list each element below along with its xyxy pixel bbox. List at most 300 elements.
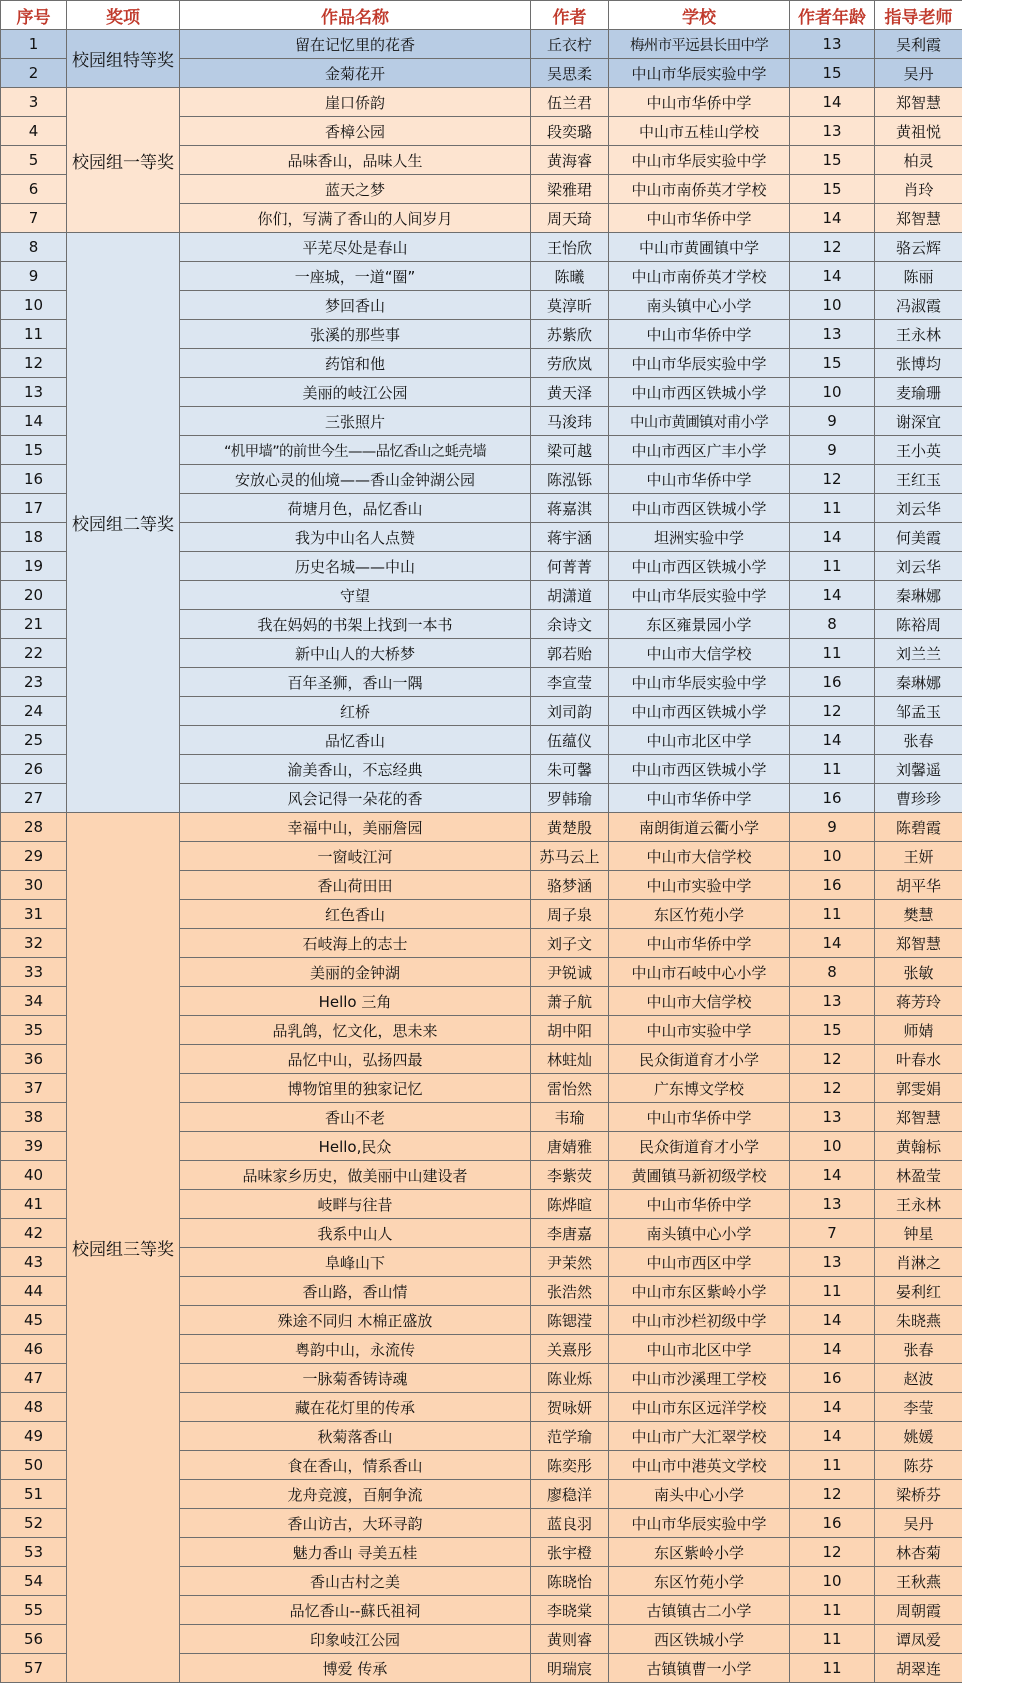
header-school: 学校 [609,1,790,30]
cell-title: 张溪的那些事 [180,320,531,349]
cell-author: 朱可馨 [531,755,609,784]
cell-no: 43 [1,1248,67,1277]
cell-teacher: 张敏 [875,958,963,987]
cell-author: 雷怡然 [531,1074,609,1103]
cell-teacher: 林杏菊 [875,1538,963,1567]
cell-title: 新中山人的大桥梦 [180,639,531,668]
cell-title: 香山不老 [180,1103,531,1132]
cell-school: 中山市五桂山学校 [609,117,790,146]
cell-school: 中山市华侨中学 [609,465,790,494]
cell-teacher: 郑智慧 [875,204,963,233]
cell-school: 广东博文学校 [609,1074,790,1103]
cell-no: 16 [1,465,67,494]
cell-title: 金菊花开 [180,59,531,88]
cell-teacher: 王永林 [875,320,963,349]
cell-age: 12 [790,233,875,262]
cell-no: 9 [1,262,67,291]
cell-title: 香山路，香山情 [180,1277,531,1306]
cell-teacher: 李莹 [875,1393,963,1422]
cell-school: 中山市实验中学 [609,1016,790,1045]
cell-age: 12 [790,1074,875,1103]
cell-age: 13 [790,320,875,349]
cell-teacher: 邹孟玉 [875,697,963,726]
cell-author: 苏马云上 [531,842,609,871]
cell-title: 红桥 [180,697,531,726]
cell-teacher: 王妍 [875,842,963,871]
cell-teacher: 林盈莹 [875,1161,963,1190]
cell-title: 博爱 传承 [180,1654,531,1683]
cell-school: 中山市大信学校 [609,987,790,1016]
cell-teacher: 王永林 [875,1190,963,1219]
cell-author: 丘衣柠 [531,30,609,59]
cell-author: 骆梦涵 [531,871,609,900]
cell-title: 我在妈妈的书架上找到一本书 [180,610,531,639]
cell-teacher: 师婧 [875,1016,963,1045]
cell-teacher: 吴丹 [875,1509,963,1538]
cell-teacher: 叶春水 [875,1045,963,1074]
cell-age: 10 [790,378,875,407]
cell-teacher: 樊慧 [875,900,963,929]
cell-age: 14 [790,726,875,755]
cell-teacher: 吴利霞 [875,30,963,59]
cell-title: 品味家乡历史，做美丽中山建设者 [180,1161,531,1190]
cell-school: 中山市西区铁城小学 [609,697,790,726]
cell-age: 16 [790,1509,875,1538]
cell-title: 一窗岐江河 [180,842,531,871]
cell-age: 11 [790,1625,875,1654]
table-row [1,813,963,842]
cell-age: 11 [790,552,875,581]
cell-author: 林蛀灿 [531,1045,609,1074]
cell-school: 中山市西区广丰小学 [609,436,790,465]
cell-author: 李宣莹 [531,668,609,697]
cell-author: 萧子航 [531,987,609,1016]
cell-teacher: 黄翰标 [875,1132,963,1161]
cell-no: 44 [1,1277,67,1306]
cell-school: 梅州市平远县长田中学 [609,30,790,59]
cell-school: 南头中心小学 [609,1480,790,1509]
cell-age: 9 [790,813,875,842]
cell-school: 东区雍景园小学 [609,610,790,639]
cell-author: 李紫荧 [531,1161,609,1190]
cell-author: 廖稳洋 [531,1480,609,1509]
cell-teacher: 何美霞 [875,523,963,552]
cell-school: 古镇镇曹一小学 [609,1654,790,1683]
cell-age: 7 [790,1219,875,1248]
cell-title: 药馆和他 [180,349,531,378]
cell-age: 13 [790,987,875,1016]
cell-no: 17 [1,494,67,523]
cell-school: 中山市华侨中学 [609,1103,790,1132]
cell-no: 6 [1,175,67,204]
cell-no: 10 [1,291,67,320]
cell-teacher: 王小英 [875,436,963,465]
cell-school: 东区竹苑小学 [609,900,790,929]
cell-author: 余诗文 [531,610,609,639]
cell-title: 红色香山 [180,900,531,929]
cell-teacher: 梁桥芬 [875,1480,963,1509]
cell-school: 中山市大信学校 [609,639,790,668]
cell-title: 品忆香山--蘇氏祖祠 [180,1596,531,1625]
cell-title: 龙舟竞渡，百舸争流 [180,1480,531,1509]
header-row [1,1,963,30]
cell-age: 15 [790,175,875,204]
cell-teacher: 吴丹 [875,59,963,88]
cell-teacher: 王秋燕 [875,1567,963,1596]
cell-author: 蒋嘉淇 [531,494,609,523]
cell-author: 苏紫欣 [531,320,609,349]
cell-no: 1 [1,30,67,59]
cell-title: 岐畔与往昔 [180,1190,531,1219]
cell-school: 东区紫岭小学 [609,1538,790,1567]
cell-school: 中山市实验中学 [609,871,790,900]
cell-teacher: 郑智慧 [875,88,963,117]
cell-no: 2 [1,59,67,88]
cell-age: 11 [790,755,875,784]
cell-school: 中山市大信学校 [609,842,790,871]
cell-author: 黄则睿 [531,1625,609,1654]
cell-teacher: 赵波 [875,1364,963,1393]
cell-school: 中山市华侨中学 [609,1190,790,1219]
cell-teacher: 麦瑜珊 [875,378,963,407]
cell-author: 陈业烁 [531,1364,609,1393]
cell-no: 8 [1,233,67,262]
cell-no: 54 [1,1567,67,1596]
cell-no: 47 [1,1364,67,1393]
cell-no: 18 [1,523,67,552]
cell-no: 25 [1,726,67,755]
cell-no: 41 [1,1190,67,1219]
cell-teacher: 黄祖悦 [875,117,963,146]
cell-author: 陈晓怡 [531,1567,609,1596]
cell-title: 藏在花灯里的传承 [180,1393,531,1422]
cell-title: Hello,民众 [180,1132,531,1161]
cell-school: 中山市西区铁城小学 [609,552,790,581]
cell-age: 9 [790,407,875,436]
cell-author: 张宇橙 [531,1538,609,1567]
cell-age: 15 [790,349,875,378]
cell-age: 11 [790,1596,875,1625]
cell-no: 26 [1,755,67,784]
cell-school: 中山市华辰实验中学 [609,1509,790,1538]
cell-teacher: 肖玲 [875,175,963,204]
cell-teacher: 柏灵 [875,146,963,175]
cell-title: 一脉菊香铸诗魂 [180,1364,531,1393]
blank-area [962,0,1033,1684]
header-age: 作者年龄 [790,1,875,30]
cell-author: 郭若贻 [531,639,609,668]
cell-age: 10 [790,291,875,320]
cell-school: 中山市华侨中学 [609,784,790,813]
cell-school: 坦洲实验中学 [609,523,790,552]
cell-title: 印象岐江公园 [180,1625,531,1654]
cell-no: 29 [1,842,67,871]
cell-no: 35 [1,1016,67,1045]
cell-teacher: 胡平华 [875,871,963,900]
cell-no: 33 [1,958,67,987]
table-row [1,88,963,117]
cell-author: 伍蕴仪 [531,726,609,755]
cell-age: 15 [790,1016,875,1045]
cell-title: 品忆香山 [180,726,531,755]
cell-age: 13 [790,1103,875,1132]
cell-author: 刘司韵 [531,697,609,726]
cell-no: 50 [1,1451,67,1480]
cell-author: 梁雅珺 [531,175,609,204]
cell-school: 中山市中港英文学校 [609,1451,790,1480]
cell-no: 46 [1,1335,67,1364]
header-title: 作品名称 [180,1,531,30]
cell-title: 美丽的金钟湖 [180,958,531,987]
cell-author: 关熹彤 [531,1335,609,1364]
cell-author: 周子泉 [531,900,609,929]
cell-no: 21 [1,610,67,639]
cell-author: 陈泓铄 [531,465,609,494]
cell-title: 秋菊落香山 [180,1422,531,1451]
cell-no: 56 [1,1625,67,1654]
cell-teacher: 郑智慧 [875,929,963,958]
cell-age: 14 [790,1335,875,1364]
cell-title: 渝美香山，不忘经典 [180,755,531,784]
cell-author: 胡潇道 [531,581,609,610]
cell-title: 品忆中山，弘扬四最 [180,1045,531,1074]
cell-no: 4 [1,117,67,146]
cell-teacher: 肖淋之 [875,1248,963,1277]
cell-title: 食在香山，情系香山 [180,1451,531,1480]
cell-age: 11 [790,900,875,929]
cell-author: 李晓棠 [531,1596,609,1625]
cell-author: 吴思柔 [531,59,609,88]
cell-title: 蓝天之梦 [180,175,531,204]
cell-title: 崖口侨韵 [180,88,531,117]
cell-teacher: 姚媛 [875,1422,963,1451]
cell-award-group: 校园组一等奖 [67,88,180,233]
cell-teacher: 陈碧霞 [875,813,963,842]
cell-school: 南头镇中心小学 [609,1219,790,1248]
cell-school: 黄圃镇马新初级学校 [609,1161,790,1190]
cell-author: 何菁菁 [531,552,609,581]
cell-teacher: 郑智慧 [875,1103,963,1132]
cell-teacher: 谭凤爱 [875,1625,963,1654]
cell-teacher: 钟星 [875,1219,963,1248]
cell-award-group: 校园组二等奖 [67,233,180,813]
cell-no: 27 [1,784,67,813]
cell-teacher: 刘云华 [875,552,963,581]
cell-title: 风会记得一朵花的香 [180,784,531,813]
cell-teacher: 骆云辉 [875,233,963,262]
cell-author: 马浚玮 [531,407,609,436]
cell-teacher: 冯淑霞 [875,291,963,320]
cell-school: 民众街道育才小学 [609,1132,790,1161]
cell-title: 你们，写满了香山的人间岁月 [180,204,531,233]
cell-author: 王怡欣 [531,233,609,262]
cell-age: 15 [790,146,875,175]
cell-age: 14 [790,204,875,233]
cell-school: 中山市北区中学 [609,726,790,755]
cell-author: 李唐嘉 [531,1219,609,1248]
cell-author: 伍兰君 [531,88,609,117]
cell-school: 东区竹苑小学 [609,1567,790,1596]
cell-school: 中山市南侨英才学校 [609,262,790,291]
cell-no: 22 [1,639,67,668]
cell-school: 中山市华侨中学 [609,204,790,233]
cell-no: 12 [1,349,67,378]
header-award: 奖项 [67,1,180,30]
cell-author: 黄天泽 [531,378,609,407]
cell-teacher: 张春 [875,726,963,755]
cell-age: 16 [790,668,875,697]
cell-school: 民众街道育才小学 [609,1045,790,1074]
cell-title: 香山古村之美 [180,1567,531,1596]
cell-school: 中山市西区中学 [609,1248,790,1277]
cell-title: 一座城，一道“圈” [180,262,531,291]
cell-title: 香樟公园 [180,117,531,146]
cell-title: 留在记忆里的花香 [180,30,531,59]
cell-no: 37 [1,1074,67,1103]
cell-title: 香山访古，大环寻韵 [180,1509,531,1538]
cell-age: 9 [790,436,875,465]
cell-author: 尹茉然 [531,1248,609,1277]
cell-school: 中山市北区中学 [609,1335,790,1364]
cell-no: 20 [1,581,67,610]
cell-age: 12 [790,697,875,726]
cell-school: 中山市西区铁城小学 [609,755,790,784]
cell-no: 52 [1,1509,67,1538]
cell-no: 11 [1,320,67,349]
cell-no: 32 [1,929,67,958]
cell-title: 阜峰山下 [180,1248,531,1277]
cell-author: 黄楚殷 [531,813,609,842]
cell-age: 11 [790,1654,875,1683]
cell-teacher: 周朝霞 [875,1596,963,1625]
cell-age: 10 [790,1567,875,1596]
cell-teacher: 朱晓燕 [875,1306,963,1335]
cell-author: 蓝良羽 [531,1509,609,1538]
cell-age: 11 [790,494,875,523]
cell-age: 15 [790,59,875,88]
cell-no: 24 [1,697,67,726]
cell-school: 中山市华辰实验中学 [609,146,790,175]
cell-teacher: 晏利红 [875,1277,963,1306]
cell-school: 中山市东区远洋学校 [609,1393,790,1422]
cell-teacher: 陈丽 [875,262,963,291]
cell-age: 14 [790,1161,875,1190]
table-body [1,30,963,1683]
cell-age: 14 [790,262,875,291]
cell-no: 49 [1,1422,67,1451]
cell-author: 尹锐诚 [531,958,609,987]
cell-title: 香山荷田田 [180,871,531,900]
cell-school: 中山市西区铁城小学 [609,494,790,523]
cell-age: 13 [790,30,875,59]
cell-teacher: 王红玉 [875,465,963,494]
cell-school: 中山市西区铁城小学 [609,378,790,407]
cell-author: 贺咏妍 [531,1393,609,1422]
cell-age: 14 [790,581,875,610]
cell-author: 陈烨暄 [531,1190,609,1219]
cell-no: 38 [1,1103,67,1132]
cell-school: 中山市华辰实验中学 [609,581,790,610]
cell-no: 45 [1,1306,67,1335]
cell-school: 中山市华侨中学 [609,929,790,958]
cell-no: 51 [1,1480,67,1509]
cell-no: 42 [1,1219,67,1248]
cell-age: 14 [790,1393,875,1422]
cell-no: 30 [1,871,67,900]
cell-teacher: 张博均 [875,349,963,378]
cell-no: 19 [1,552,67,581]
cell-age: 11 [790,1277,875,1306]
table-row [1,233,963,262]
cell-no: 23 [1,668,67,697]
cell-age: 11 [790,1451,875,1480]
cell-author: 韦瑜 [531,1103,609,1132]
cell-title: 美丽的岐江公园 [180,378,531,407]
cell-no: 13 [1,378,67,407]
cell-author: 陈曦 [531,262,609,291]
cell-teacher: 刘云华 [875,494,963,523]
cell-teacher: 张春 [875,1335,963,1364]
cell-no: 39 [1,1132,67,1161]
cell-author: 范学瑜 [531,1422,609,1451]
cell-teacher: 曹珍珍 [875,784,963,813]
cell-teacher: 谢深宜 [875,407,963,436]
cell-teacher: 刘馨遥 [875,755,963,784]
cell-age: 8 [790,958,875,987]
cell-title: 平芜尽处是春山 [180,233,531,262]
cell-no: 5 [1,146,67,175]
cell-title: 幸福中山，美丽詹园 [180,813,531,842]
cell-age: 11 [790,639,875,668]
cell-no: 48 [1,1393,67,1422]
cell-age: 10 [790,1132,875,1161]
cell-age: 10 [790,842,875,871]
cell-age: 14 [790,1306,875,1335]
cell-age: 14 [790,929,875,958]
cell-school: 中山市华辰实验中学 [609,668,790,697]
cell-school: 中山市沙溪理工学校 [609,1364,790,1393]
cell-award-group: 校园组三等奖 [67,813,180,1683]
cell-teacher: 秦琳娜 [875,581,963,610]
cell-school: 中山市石岐中心小学 [609,958,790,987]
cell-age: 13 [790,117,875,146]
cell-author: 周天琦 [531,204,609,233]
cell-age: 13 [790,1248,875,1277]
cell-school: 西区铁城小学 [609,1625,790,1654]
cell-author: 蒋宇涵 [531,523,609,552]
cell-age: 12 [790,1538,875,1567]
cell-no: 36 [1,1045,67,1074]
cell-teacher: 胡翠连 [875,1654,963,1683]
cell-author: 莫淳昕 [531,291,609,320]
cell-teacher: 陈裕周 [875,610,963,639]
cell-award-group: 校园组特等奖 [67,30,180,88]
cell-no: 57 [1,1654,67,1683]
header-no: 序号 [1,1,67,30]
cell-teacher: 陈芬 [875,1451,963,1480]
cell-school: 中山市华辰实验中学 [609,59,790,88]
cell-no: 28 [1,813,67,842]
cell-age: 16 [790,871,875,900]
header-author: 作者 [531,1,609,30]
cell-no: 40 [1,1161,67,1190]
cell-title: 我为中山名人点赞 [180,523,531,552]
cell-school: 中山市华辰实验中学 [609,349,790,378]
cell-title: 百年圣狮，香山一隅 [180,668,531,697]
cell-age: 12 [790,1480,875,1509]
cell-author: 刘子文 [531,929,609,958]
cell-title: 守望 [180,581,531,610]
